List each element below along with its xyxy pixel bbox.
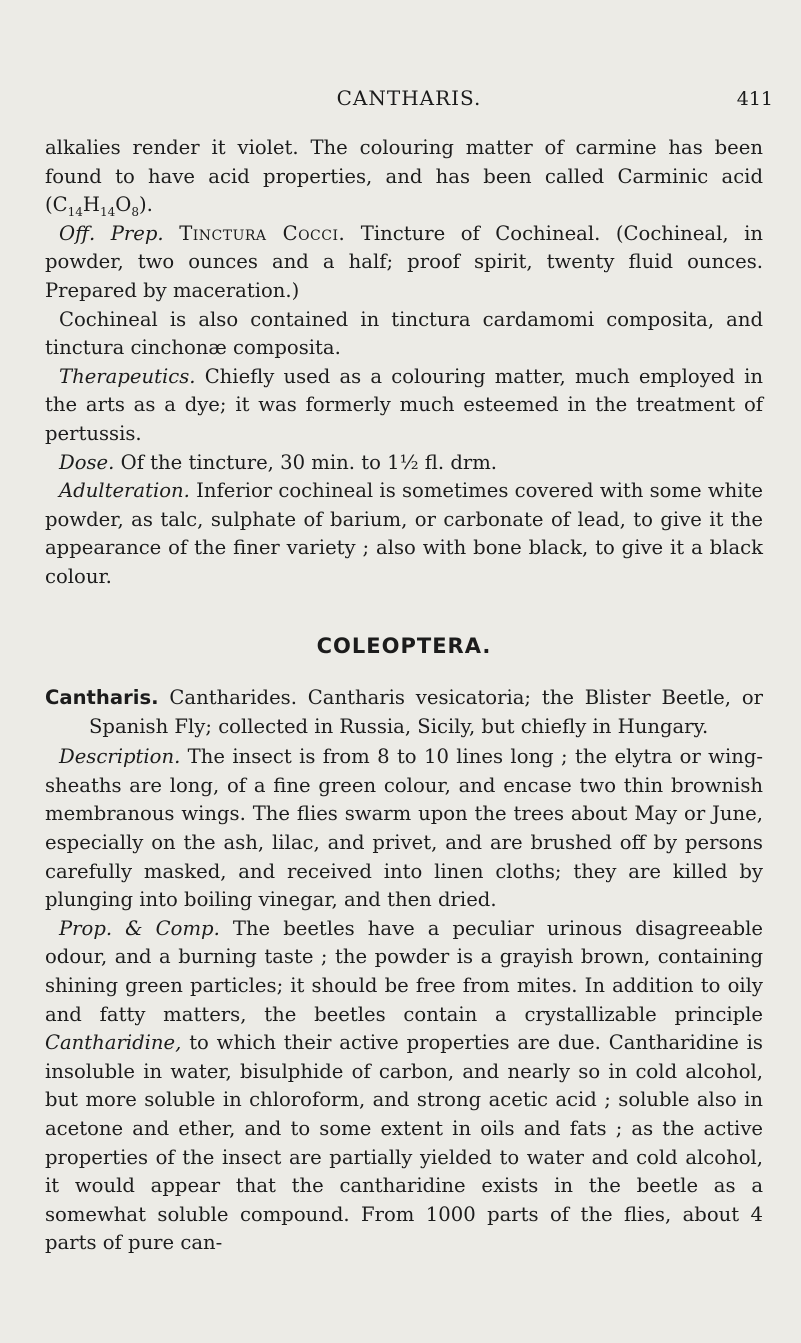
cochineal-contained-text: Cochineal is also contained in tinctura cardamomi composita, and tinctura cinchonæ composita. xyxy=(45,307,763,360)
cantharis-lead: Cantharis. xyxy=(45,686,159,710)
formula-h: H xyxy=(82,193,101,217)
paragraph-off-prep xyxy=(45,220,763,306)
formula-o: O xyxy=(115,193,132,217)
description-text: The insect is from 8 to 10 lines long ; the elytra or wing-sheaths are long, of a fine green colour, and encase two thin brownish membranous wings. The flies swarm upon the trees about May or June, especially on the ash, lilac, and privet, and are brushed off by persons carefully masked, and received into linen cloths; they are killed by plunging into boiling vinegar, and then dried. xyxy=(45,745,764,912)
cantharis-text: Cantharides. Cantharis vesicatoria; the Blister Beetle, or Spanish Fly; collected in Russia, Sicily, but chiefly in Hungary. xyxy=(89,686,763,738)
paragraph-prop-comp xyxy=(45,915,763,1258)
dose-text: Of the tincture, 30 min. to 1½ fl. drm. xyxy=(120,450,498,474)
adulteration-text: Inferior cochineal is sometimes covered with some white powder, as talc, sulphate of barium, or carbonate of lead, to give it the appearance of the finer variety ; also with bone black, to give it a black colour. xyxy=(45,479,763,588)
description-lead: Description. xyxy=(59,745,181,769)
therapeutics-lead: Therapeutics. xyxy=(59,364,196,388)
paragraph-cochineal-contained xyxy=(45,306,763,363)
running-head: CANTHARIS. xyxy=(336,86,482,110)
formula-sub-c: 14 xyxy=(67,205,83,220)
paragraph-adulteration xyxy=(45,477,763,591)
paragraph-carminic-acid xyxy=(45,134,763,220)
therapeutics-text: Chiefly used as a colouring matter, much employed in the arts as a dye; it was formerly much esteemed in the treatment of pertussis. xyxy=(45,364,763,445)
formula-sub-o: 8 xyxy=(131,205,140,220)
page-number: 411 xyxy=(736,88,773,110)
section-title: COLEOPTERA. xyxy=(316,633,492,658)
page-header xyxy=(45,86,773,116)
formula-sub-h: 14 xyxy=(100,205,116,220)
off-prep-lead: Off. Prep. xyxy=(59,221,164,245)
prop-comp-lead: Prop. & Comp. xyxy=(59,916,220,940)
carminic-text-b: ). xyxy=(139,193,153,217)
page-body xyxy=(45,134,763,1258)
off-prep-text: Tincture of Cochineal. (Cochineal, in powder, two ounces and a half; proof spirit, twenty fluid ounces. Prepared by maceration.) xyxy=(45,221,763,302)
cantharidine-term: Cantharidine, xyxy=(45,1031,182,1055)
paragraph-description xyxy=(45,743,763,915)
paragraph-dose xyxy=(45,449,763,478)
paragraph-cantharis xyxy=(45,684,763,741)
paragraph-therapeutics xyxy=(45,363,763,449)
adulteration-lead: Adulteration. xyxy=(59,479,190,503)
carminic-text-a: alkalies render it violet. The colouring matter of carmine has been found to have acid properties, and has been called Carminic acid (C xyxy=(45,136,763,217)
tinctura-cocci: Tinctura Cocci. xyxy=(179,221,346,245)
prop-comp-text-b: to which their active properties are due. Cantharidine is insoluble in water, bisulphide of carbon, and nearly so in cold alcohol, but more soluble in chloroform, and strong acetic acid ; soluble also in acetone and ether, and to some extent in oils and fats ; as the active properties of the insect are partially yielded to water and cold alcohol, it would appear that the cantharidine exists in the beetle as a somewhat soluble compound. From 1000 parts of the flies, about 4 parts of pure can- xyxy=(45,1031,763,1255)
prop-comp-text-a: The beetles have a peculiar urinous disagreeable odour, and a burning taste ; the powder is a grayish brown, containing shining green particles; it should be free from mites. In addition to oily and fatty matters, the beetles contain a crystallizable principle xyxy=(45,916,763,1026)
dose-lead: Dose. xyxy=(59,450,115,474)
